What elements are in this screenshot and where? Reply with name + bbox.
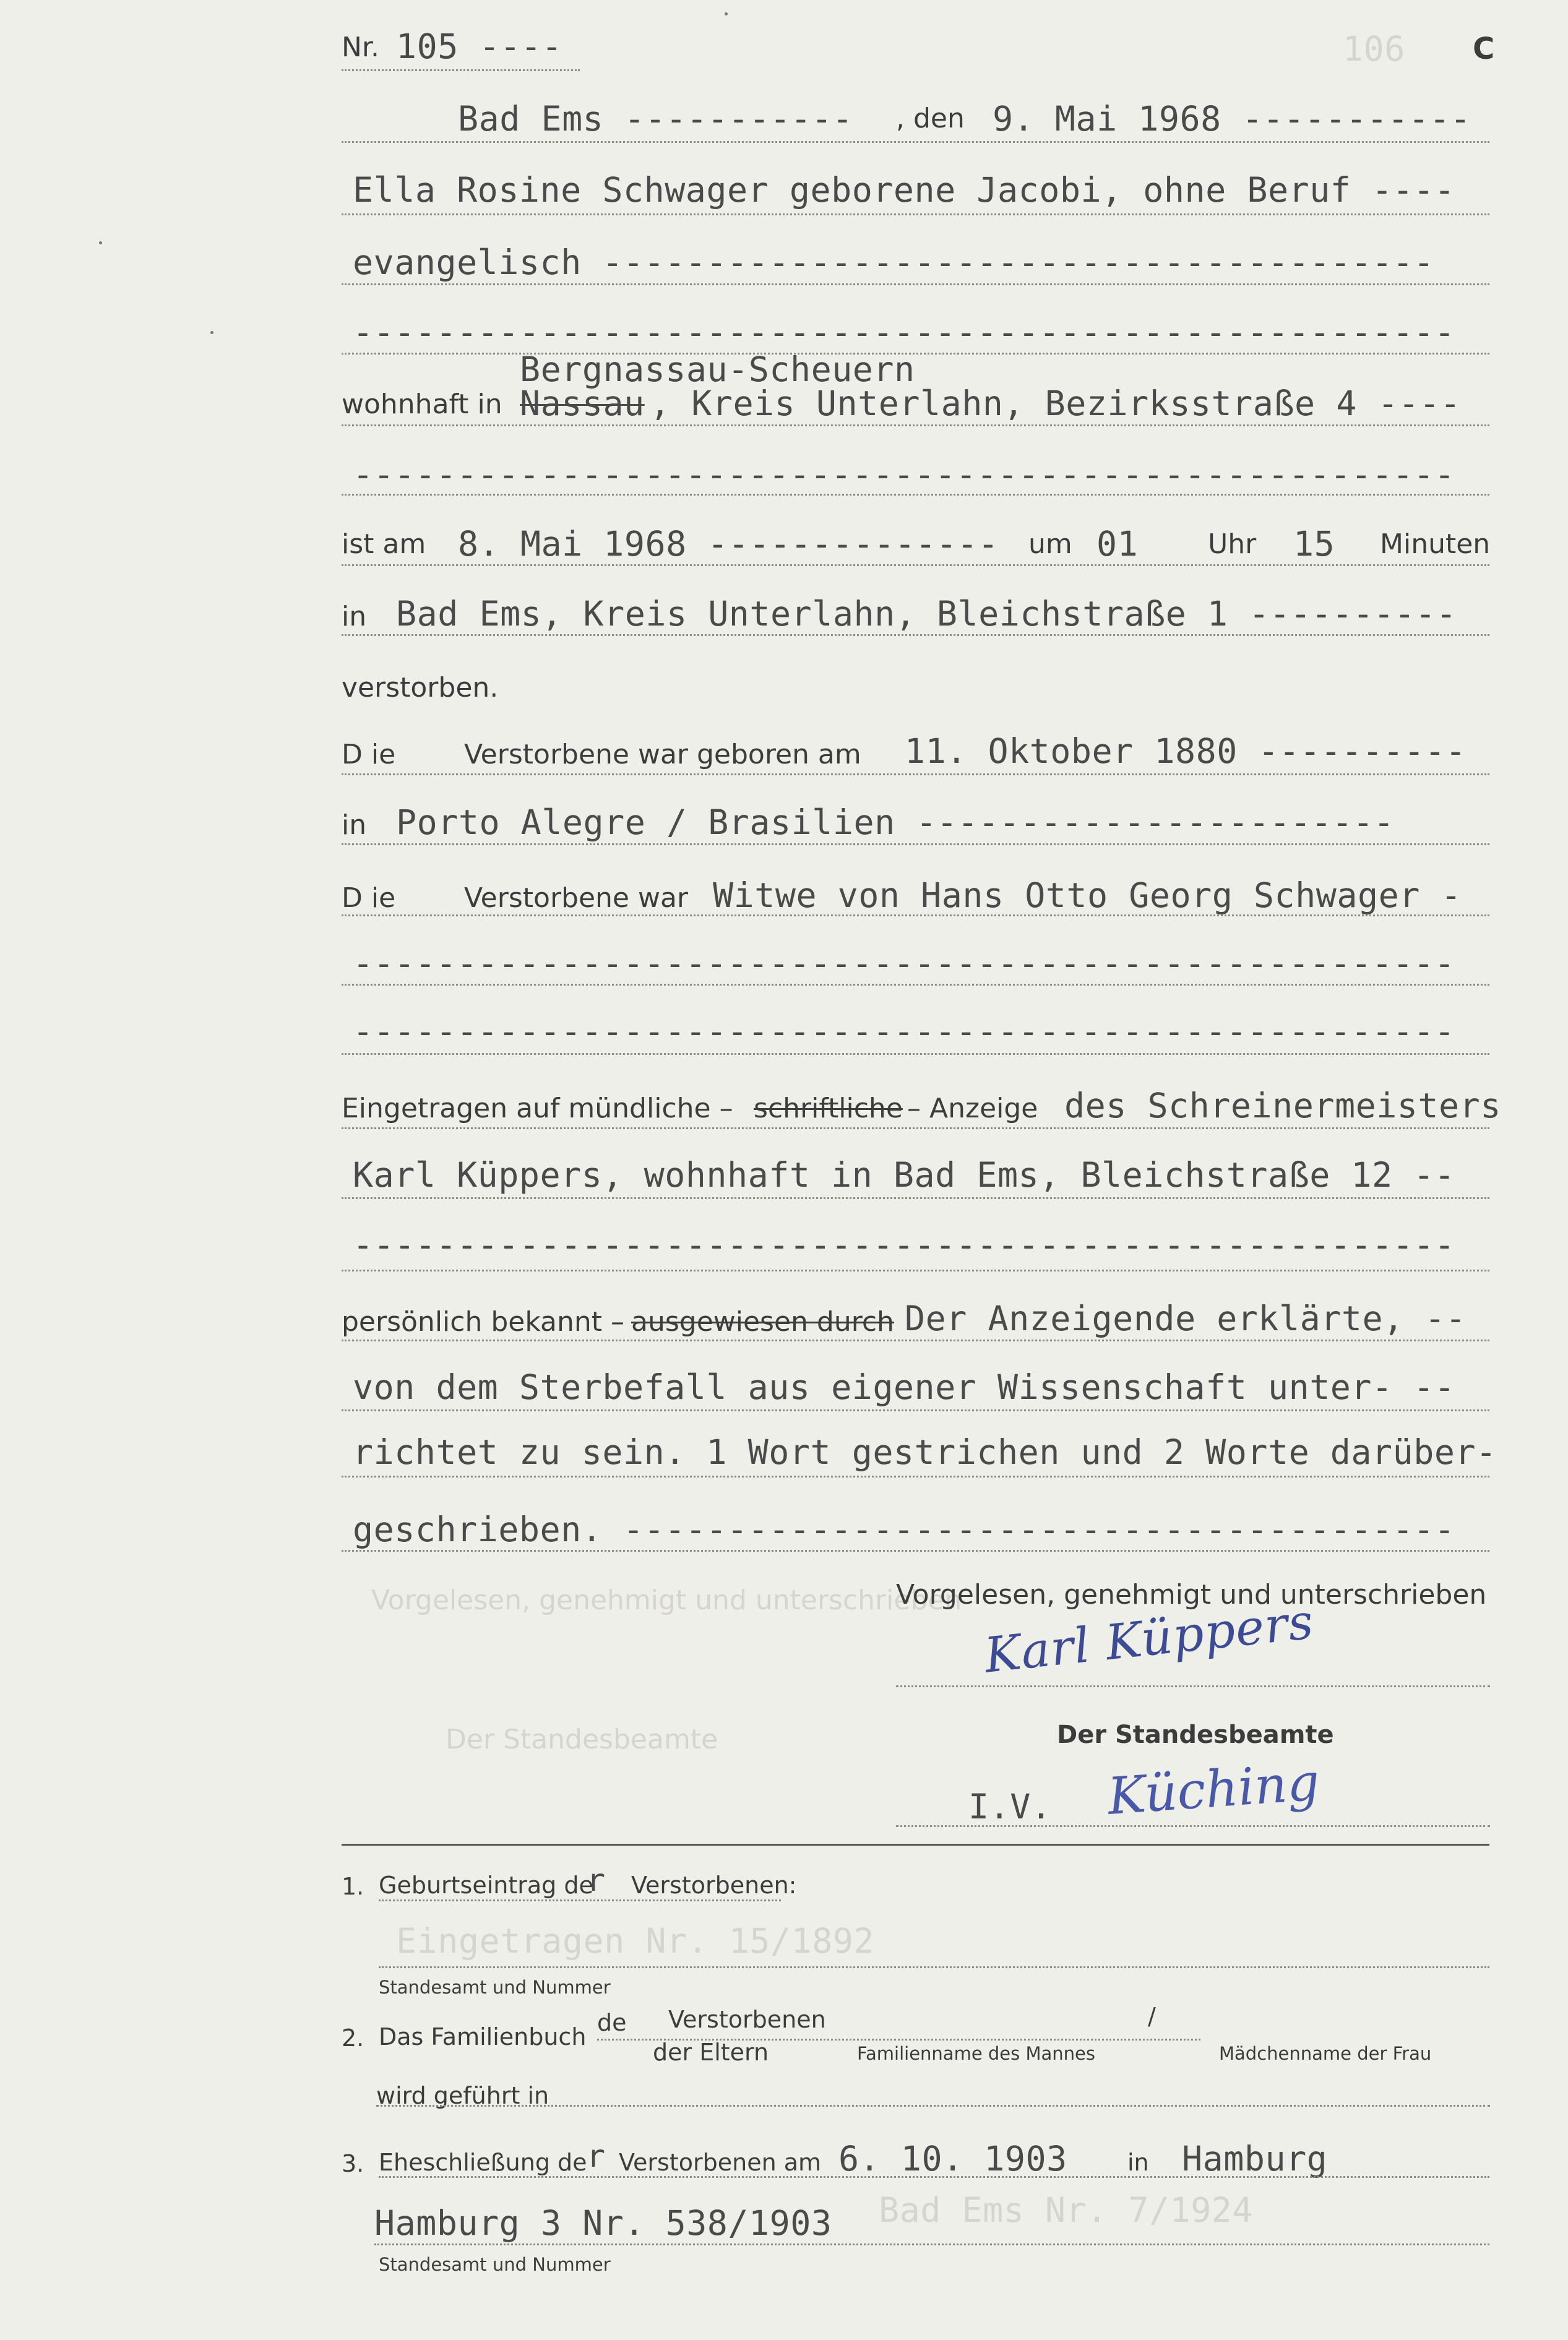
ghost-text: 106 [1343,29,1405,69]
birth-entry-label: Geburtseintrag de [379,1872,593,1899]
rule [342,1127,1489,1129]
rule [342,213,1489,215]
identity-label: persönlich bekannt – [342,1306,625,1338]
place-value: Bad Ems ----------- [458,99,853,139]
marriage-place: Hamburg [1182,2139,1328,2179]
death-place-label: in [342,601,367,632]
family-book-de: de [597,2009,627,2036]
report-value: des Schreinermeisters [1064,1086,1501,1125]
death-date: 8. Mai 1968 -------------- [458,524,999,564]
um-label: um [1028,528,1072,560]
rule [896,1825,1490,1827]
residence-correction: Bergnassau-Scheuern [520,350,915,389]
rule [342,1476,1489,1478]
footer-num: 3. [342,2150,364,2177]
rule [342,141,1489,143]
nr-label: Nr. [342,32,379,63]
statement-line: richtet zu sein. 1 Wort gestrichen und 2 Worte darüber- [353,1432,1497,1472]
marriage-date: 6. 10. 1903 [838,2139,1067,2179]
family-book-slash: / [1148,2003,1156,2030]
rule [376,2105,1490,2107]
religion-value: evangelisch ---------------------------------------- [353,243,1434,282]
footer-num: 2. [342,2024,364,2052]
rule [342,1409,1489,1411]
stray-mark [725,12,728,15]
rule [379,1899,781,1901]
rule [342,1270,1489,1271]
blank-dash-line: ----------------------------------------------------- [353,455,1455,494]
blank-dash-line: ----------------------------------------------------- [353,1012,1455,1051]
rule [342,634,1489,636]
report-label-b: – Anzeige [907,1093,1038,1124]
registry-caption: Standesamt und Nummer [379,2254,611,2275]
birth-date: 11. Oktober 1880 ---------- [905,731,1467,771]
section-divider [342,1844,1489,1846]
typed-r: r [587,2138,606,2174]
ghost-text: Vorgelesen, genehmigt und unterschrieben [371,1585,962,1616]
uhr-label: Uhr [1208,528,1257,560]
identity-value: Der Anzeigende erklärte, -- [905,1299,1467,1338]
residence-struck: Nassau [520,384,645,423]
husband-name-caption: Familienname des Mannes [857,2043,1095,2064]
verstorben-label: verstorben. [342,672,499,703]
nr-value: 105 ---- [396,27,562,66]
rule [342,69,580,71]
registry-caption: Standesamt und Nummer [379,1977,611,1998]
rule [342,283,1489,285]
marital-value: Witwe von Hans Otto Georg Schwager - [713,875,1462,915]
rule [342,773,1489,775]
report-struck: schriftliche [754,1093,903,1124]
rule [342,1053,1489,1055]
report-label: Eingetragen auf mündliche – [342,1093,733,1124]
rule [342,1197,1489,1199]
reporter-signature: Karl Küppers [981,1594,1317,1684]
death-place-value: Bad Ems, Kreis Unterlahn, Bleichstraße 1 ---------- [396,594,1457,634]
rule [342,1340,1489,1341]
blank-dash-line: ----------------------------------------------------- [353,1225,1455,1265]
marriage-label-b: Verstorbenen am [619,2149,822,2176]
ghost-text: Der Standesbeamte [446,1724,718,1755]
family-book-bottom: der Eltern [653,2039,769,2066]
stray-mark [210,331,213,334]
registrar-title: Der Standesbeamte [1057,1721,1334,1749]
rule [379,2176,1489,2178]
marital-label: Verstorbene war [464,882,689,914]
rule [342,494,1489,496]
statement-line: geschrieben. ---------------------------------------- [353,1510,1455,1549]
date-value: 9. Mai 1968 ----------- [993,99,1471,139]
birth-place-label: in [342,809,367,841]
family-book-label: Das Familienbuch [379,2023,587,2050]
death-hour: 01 [1096,524,1139,564]
death-label: ist am [342,528,426,560]
ghost-text: Eingetragen Nr. 15/1892 [396,1921,875,1961]
marriage-in: in [1127,2149,1149,2176]
born-die: D ie [342,739,396,770]
wife-name-caption: Mädchenname der Frau [1219,2043,1432,2064]
registrar-signature: Küching [1106,1753,1322,1826]
rule [342,353,1489,355]
kept-in-label: wird geführt in [376,2082,549,2109]
residence-value: , Kreis Unterlahn, Bezirksstraße 4 ---- [650,384,1461,423]
typed-r: r [587,1862,606,1898]
residence-label: wohnhaft in [342,389,502,420]
marriage-label: Eheschließung de [379,2149,587,2176]
identity-struck: ausgewiesen durch [631,1306,894,1338]
rule [379,1966,1489,1968]
birth-place-value: Porto Alegre / Brasilien ----------------------- [396,802,1395,842]
rule [342,914,1489,916]
family-book-top: Verstorbenen [668,2006,826,2033]
date-label: , den [896,103,965,134]
death-minutes: 15 [1293,524,1335,564]
rule [342,984,1489,986]
footer-num: 1. [342,1873,364,1900]
rule [342,564,1489,566]
deceased-name: Ella Rosine Schwager geborene Jacobi, ohne Beruf ---- [353,170,1455,210]
rule [342,424,1489,426]
rule [374,2243,1489,2245]
rule [342,843,1489,845]
blank-dash-line: ----------------------------------------------------- [353,312,1455,352]
rule [896,1685,1490,1687]
registrar-iv: I.V. [968,1787,1052,1826]
blank-dash-line: ----------------------------------------------------- [353,944,1455,983]
born-label: Verstorbene war geboren am [464,739,861,770]
marriage-registry: Hamburg 3 Nr. 538/1903 [374,2203,832,2243]
stray-mark [99,241,102,244]
ghost-text: Bad Ems Nr. 7/1924 [879,2190,1254,2230]
rule [342,1550,1489,1552]
reporter-line: Karl Küppers, wohnhaft in Bad Ems, Bleichstraße 12 -- [353,1155,1455,1195]
corner-letter: C [1473,32,1495,66]
birth-entry-label-b: Verstorbenen: [631,1872,797,1899]
marital-die: D ie [342,882,396,914]
minuten-label: Minuten [1380,528,1491,560]
statement-line: von dem Sterbefall aus eigener Wissenschaft unter- -- [353,1367,1455,1407]
signoff-text: Vorgelesen, genehmigt und unterschrieben [896,1579,1487,1611]
